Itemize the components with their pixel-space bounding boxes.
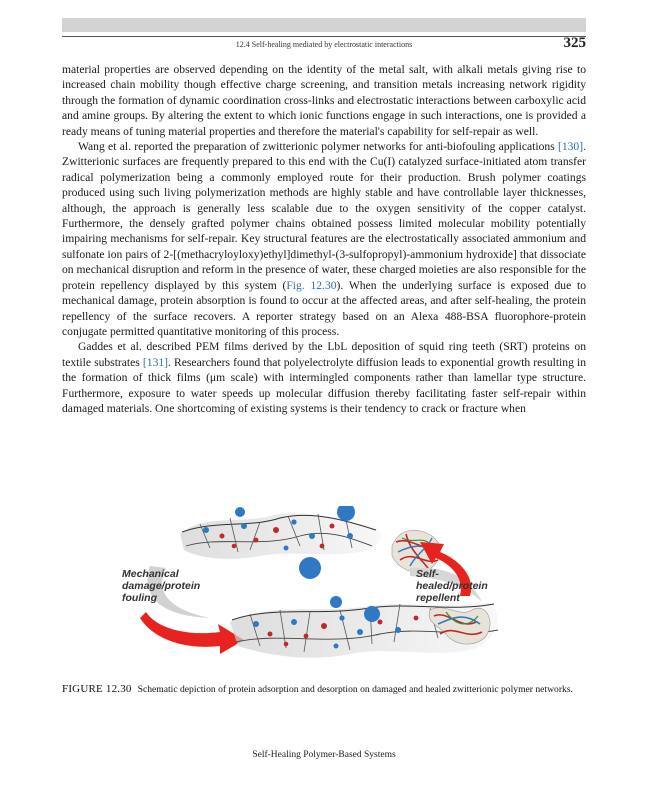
running-head (62, 35, 586, 54)
figure-12-30-link[interactable]: Fig. 12.30 (286, 278, 337, 292)
paragraph-2 (62, 139, 586, 339)
left-label-line-2: damage/protein (122, 580, 201, 592)
left-label-line-3: fouling (122, 592, 157, 604)
caption-label: FIGURE 12.30 (62, 683, 132, 695)
right-figure-label (416, 568, 488, 604)
citation-130-link[interactable]: [130] (557, 140, 584, 154)
right-label-line-3: repellent (416, 592, 460, 604)
paragraph-3-part-b: . Researchers found that polyelectrolyte diffusion leads to exponential growth resulting in the formation of thick films (μm scale) with intermingled components rather than lamellar type structure. Furthermore, exposure to water speeds up molecular diffusion thereby facilitating faster self-repair within damaged materials. One shortcoming of existing systems is their tendency to crack or fracture when (62, 355, 586, 415)
caption-text: Schematic depiction of protein adsorption and desorption on damaged and healed zwitterionic polymer networks. (137, 684, 573, 695)
running-head-text: 12.4 Self-healing mediated by electrostatic interactions (235, 40, 413, 49)
paragraph-1: material properties are observed depending on the identity of the metal salt, with alkali metals giving rise to increased chain mobility though effective charge screening, and transition metals increasing network rigidity through the formation of dynamic coordination cross-links and electrostatic interactions between carboxylic acid and amine groups. By altering the extent to which ionic functions engage in such interactions, one is provided a ready means of tuning material properties and therefore the material's capability for self-repair as well. (62, 63, 586, 138)
paragraph-3 (62, 339, 586, 416)
healed-network (230, 596, 498, 658)
header-rule (62, 36, 586, 37)
right-label-line-1: Self- (416, 568, 439, 580)
body-text (62, 62, 586, 416)
page-number: 325 (563, 35, 586, 51)
header-bar (62, 18, 586, 32)
mechanical-damage-arrow (140, 612, 244, 654)
fouled-network (180, 506, 381, 579)
figure-caption (62, 683, 586, 696)
book-title: Self-Healing Polymer-Based Systems (252, 750, 396, 760)
paragraph-2-part-c: ). When the underlying surface is exposed due to mechanical damage, protein absorption is found to occur at the affected areas, and after self-healing, the protein repellency of the surface recovers. A reporter strategy based on an Alexa 488-BSA fluorophore-protein conjugate permitted quantitative monitoring of this process. (62, 278, 586, 338)
paragraph-2-part-a: Wang et al. reported the preparation of zwitterionic polymer networks for anti-biofouling applications (78, 140, 558, 154)
left-label-line-1: Mechanical (122, 568, 179, 580)
figure-12-30 (110, 506, 554, 670)
citation-131-link[interactable]: [131] (142, 355, 169, 369)
footer (62, 750, 586, 760)
right-label-line-2: healed/protein (416, 580, 488, 592)
left-figure-label (122, 568, 200, 604)
paragraph-2-part-b: . Zwitterionic surfaces are frequently prepared to this end with the Cu(I) catalyzed surface-initiated atom transfer radical polymerization being a commonly employed route for their production. Brush polymer coatings produced using such living polymerization methods are highly stable and have controllable layer thicknesses, although, the approach is generally less scalable due to the oxygen sensitivity of the copper catalyst. Furthermore, the densely grafted polymer chains obtained possess limited molecular mobility potentially impairing mechanisms for self-repair. Key structural features are the electrostatically associated ammonium and sulfonate ion pairs of 2-[(methacryloyloxy)ethyl]dimethyl-(3-sulfopropyl)-ammonium hydroxide] that dissociate on mechanical disruption and reform in the presence of water, these charged moieties are also responsible for the protein repellency displayed by this system ( (62, 140, 586, 292)
paragraph-3-part-a: Gaddes et al. described PEM films derived by the LbL deposition of squid ring teeth (SRT) proteins on textile substrates (62, 340, 586, 369)
